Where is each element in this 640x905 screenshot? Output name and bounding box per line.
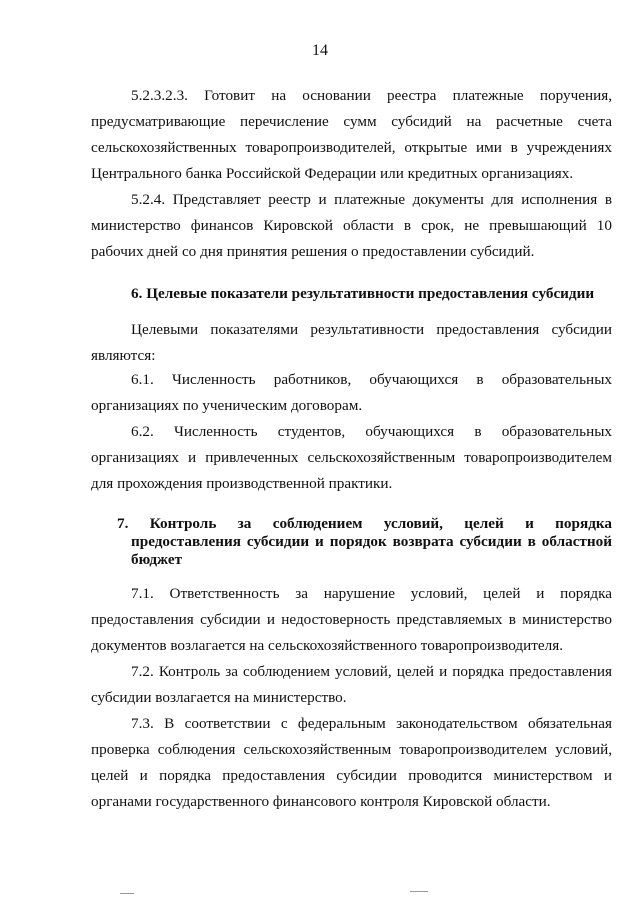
heading-section-7-number: 7. xyxy=(117,515,129,532)
paragraph-7-1: 7.1. Ответственность за нарушение условий, целей и порядка предоставления субсидии и недостоверность представляемых в министерство документов возлагается на сельскохозяйственного товаропроизводителя. xyxy=(91,585,612,654)
section-7-1 xyxy=(91,581,612,659)
section-5-2-3-2-3 xyxy=(91,83,612,187)
heading-section-7-line1 xyxy=(117,515,612,533)
section-6-intro xyxy=(91,317,612,369)
paragraph-6-1: 6.1. Численность работников, обучающихся в образовательных организациях по ученическим договорам. xyxy=(91,371,612,414)
paragraph-6-2: 6.2. Численность студентов, обучающихся в образовательных организациях и привлеченных сельскохозяйственным товаропроизводителем для прохождения производственной практики. xyxy=(91,423,612,492)
section-6-2 xyxy=(91,419,612,497)
section-5-2-4 xyxy=(91,187,612,265)
paragraph-5-2-4: 5.2.4. Представляет реестр и платежные документы для исполнения в министерство финансов Кировской области в срок, не превышающий 10 рабочих дней со дня принятия решения о предоставлении субсидий. xyxy=(91,191,612,260)
paragraph-6-intro: Целевыми показателями результативности предоставления субсидии являются: xyxy=(91,321,612,364)
section-6-1 xyxy=(91,367,612,419)
scan-mark-left xyxy=(120,893,134,894)
section-6-heading-block xyxy=(91,281,612,307)
section-7-3 xyxy=(91,711,612,815)
scan-mark-right xyxy=(410,891,428,892)
paragraph-5-2-3-2-3: 5.2.3.2.3. Готовит на основании реестра платежные поручения, предусматривающие перечисление сумм субсидий на расчетные счета сельскохозяйственных товаропроизводителей, открытые ими в учреждениях Центрального банка Российской Федерации или кредитных организациях. xyxy=(91,87,612,182)
section-7-heading-block xyxy=(91,515,612,569)
heading-section-7-title-start: Контроль за соблюдением условий, целей и порядка xyxy=(149,515,612,532)
heading-section-7-title-rest: предоставления субсидии и порядок возврата субсидии в областной бюджет xyxy=(131,533,612,568)
heading-section-7 xyxy=(91,515,612,569)
heading-section-6: 6. Целевые показатели результативности предоставления субсидии xyxy=(131,285,595,302)
paragraph-7-2: 7.2. Контроль за соблюдением условий, целей и порядка предоставления субсидии возлагается на министерство. xyxy=(91,663,612,706)
page-number: 14 xyxy=(312,42,328,59)
section-7-2 xyxy=(91,659,612,711)
paragraph-7-3: 7.3. В соответствии с федеральным законодательством обязательная проверка соблюдения сельскохозяйственным товаропроизводителем условий, целей и порядка предоставления субсидии проводится министерством и органами государственного финансового контроля Кировской области. xyxy=(91,715,612,810)
